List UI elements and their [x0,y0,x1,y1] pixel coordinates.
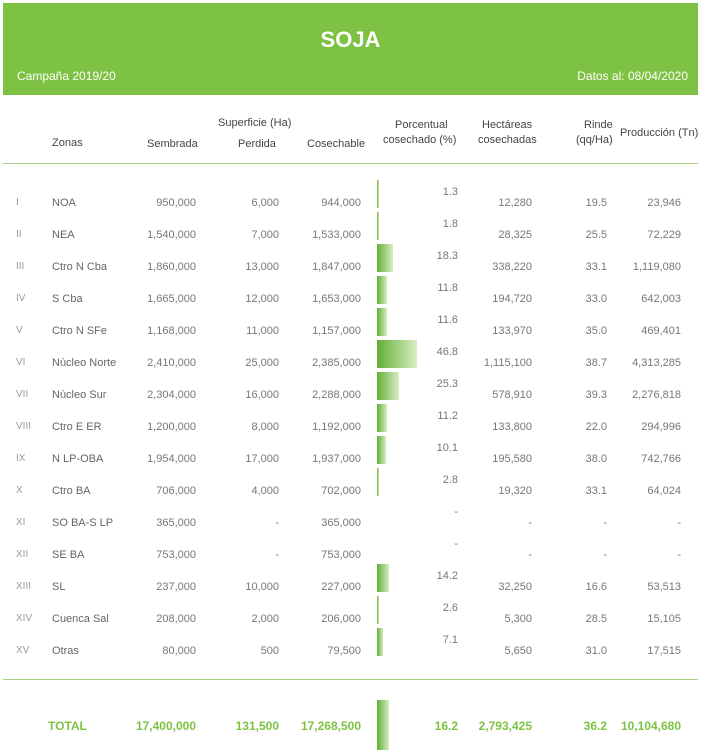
row-produccion: 642,003 [641,293,681,305]
row-hectareas: 133,970 [492,325,532,337]
table-row [0,434,717,466]
row-hectareas: 338,220 [492,261,532,273]
row-rinde: 35.0 [585,325,607,337]
total-row [0,700,717,750]
table-row [0,626,717,658]
row-perdida: - [275,517,279,529]
col-rinde-1: Rinde [584,119,613,131]
table-row [0,306,717,338]
row-sembrada: 208,000 [156,613,196,625]
row-pct-bar [377,340,417,368]
col-cosechable: Cosechable [307,138,366,150]
row-produccion: 64,024 [647,485,681,497]
row-rinde: - [603,517,607,529]
row-hectareas: 133,800 [492,421,532,433]
row-sembrada: 80,000 [162,645,196,657]
row-sembrada: 1,540,000 [147,229,196,241]
row-zona: S Cba [52,293,83,305]
row-zona: Ctro E ER [52,421,102,433]
row-produccion: 294,996 [641,421,681,433]
row-zona: Cuenca Sal [52,613,109,625]
row-zona: N LP-OBA [52,453,104,465]
row-pct-bar [377,180,379,208]
row-perdida: - [275,549,279,561]
row-pct: 25.3 [436,378,458,390]
table-row [0,274,717,306]
row-pct-bar [377,436,386,464]
row-hectareas: 28,325 [498,229,532,241]
row-sembrada: 2,304,000 [147,389,196,401]
row-rinde: 31.0 [585,645,607,657]
row-roman: VIII [16,421,32,432]
row-roman: III [16,261,25,272]
row-roman: VII [16,389,29,400]
col-produccion: Producción (Tn) [620,127,699,139]
row-zona: Otras [52,645,79,657]
row-pct: 11.2 [437,410,458,422]
row-zona: SO BA-S LP [52,517,114,529]
col-porcentual-2: cosechado (%) [383,134,457,146]
table-row [0,338,717,370]
row-roman: I [16,197,19,208]
row-pct-bar [377,596,379,624]
row-rinde: 16.6 [585,581,607,593]
row-pct: - [454,506,458,518]
row-roman: II [16,229,22,240]
row-pct: 11.8 [437,282,458,294]
row-pct: 18.3 [436,250,458,262]
row-cosechable: 1,533,000 [312,229,361,241]
row-pct-bar [377,628,383,656]
row-rinde: 25.5 [585,229,607,241]
row-pct: 14.2 [436,570,458,582]
row-cosechable: 79,500 [327,645,361,657]
header-divider [3,163,698,164]
row-produccion: 4,313,285 [632,357,681,369]
col-zonas: Zonas [52,137,83,149]
row-pct-bar [377,308,387,336]
table-row [0,466,717,498]
row-sembrada: 1,168,000 [147,325,196,337]
row-sembrada: 1,665,000 [147,293,196,305]
table-row [0,370,717,402]
row-zona: NEA [52,229,75,241]
row-rinde: 28.5 [585,613,607,625]
row-roman: V [16,325,23,336]
row-perdida: 11,000 [246,325,279,337]
row-pct: 10.1 [436,442,458,454]
total-rinde: 36.2 [583,719,607,733]
row-pct: 2.8 [442,474,458,486]
total-label: TOTAL [48,719,87,733]
row-pct-bar [377,468,379,496]
row-pct-bar [377,244,393,272]
row-sembrada: 237,000 [156,581,196,593]
row-cosechable: 365,000 [321,517,361,529]
row-pct-bar [377,564,389,592]
row-cosechable: 1,157,000 [312,325,361,337]
col-superficie: Superficie (Ha) [218,117,292,129]
row-sembrada: 1,954,000 [147,453,196,465]
row-roman: IV [16,293,26,304]
row-perdida: 13,000 [245,261,279,273]
row-zona: SE BA [52,549,85,561]
report-title: SOJA [320,27,381,52]
row-pct: 1.3 [442,186,458,198]
row-sembrada: 2,410,000 [147,357,196,369]
row-roman: X [16,485,23,496]
row-rinde: 33.1 [585,485,607,497]
row-hectareas: 194,720 [492,293,532,305]
total-pct: 16.2 [434,719,458,733]
row-zona: Ctro BA [52,485,91,497]
row-sembrada: 753,000 [156,549,196,561]
row-cosechable: 944,000 [321,197,361,209]
table-row [0,498,717,530]
col-sembrada: Sembrada [147,138,198,150]
row-cosechable: 227,000 [321,581,361,593]
row-rinde: 38.7 [585,357,607,369]
data-date-label: Datos al: 08/04/2020 [577,69,688,83]
table-row [0,178,717,210]
row-produccion: 15,105 [647,613,681,625]
row-pct: 1.8 [442,218,458,230]
row-roman: VI [16,357,26,368]
row-hectareas: 32,250 [498,581,532,593]
row-zona: Núcleo Norte [52,357,117,369]
row-roman: XIII [16,581,32,592]
total-produccion: 10,104,680 [620,719,681,733]
row-produccion: 469,401 [641,325,681,337]
row-perdida: 7,000 [251,229,279,241]
total-pct-bar [377,700,389,750]
col-hectareas-2: cosechadas [478,134,537,146]
row-perdida: 12,000 [245,293,279,305]
total-perdida: 131,500 [235,719,279,733]
report-header [3,3,698,95]
table-row [0,210,717,242]
row-perdida: 8,000 [251,421,279,433]
row-sembrada: 1,200,000 [147,421,196,433]
row-cosechable: 2,288,000 [312,389,361,401]
row-produccion: 23,946 [647,197,681,209]
row-perdida: 2,000 [251,613,279,625]
row-sembrada: 1,860,000 [147,261,196,273]
row-pct: - [454,538,458,550]
row-rinde: - [603,549,607,561]
row-cosechable: 2,385,000 [312,357,361,369]
row-produccion: 1,119,080 [632,261,681,273]
row-roman: IX [16,453,26,464]
row-zona: SL [52,581,66,593]
total-sembrada: 17,400,000 [135,719,196,733]
row-perdida: 17,000 [245,453,279,465]
row-pct: 46.8 [436,346,458,358]
row-rinde: 39.3 [585,389,607,401]
col-hectareas-1: Hectáreas [482,119,533,131]
row-perdida: 4,000 [251,485,279,497]
row-hectareas: 5,300 [504,613,532,625]
row-roman: XI [16,517,26,528]
row-sembrada: 365,000 [156,517,196,529]
row-roman: XIV [16,613,33,624]
row-cosechable: 702,000 [321,485,361,497]
row-pct-bar [377,404,387,432]
col-porcentual-1: Porcentual [395,119,448,131]
row-cosechable: 206,000 [321,613,361,625]
row-rinde: 22.0 [585,421,607,433]
row-perdida: 16,000 [245,389,279,401]
row-rinde: 33.0 [585,293,607,305]
row-cosechable: 1,847,000 [312,261,361,273]
table-row [0,562,717,594]
table-row [0,594,717,626]
row-produccion: 53,513 [647,581,681,593]
table-row [0,530,717,562]
row-perdida: 500 [260,645,279,657]
row-zona: NOA [52,197,76,209]
row-perdida: 6,000 [251,197,279,209]
row-sembrada: 706,000 [156,485,196,497]
row-pct: 7.1 [442,634,458,646]
campaign-label: Campaña 2019/20 [17,69,116,83]
row-pct-bar [377,212,379,240]
row-hectareas: 578,910 [492,389,532,401]
row-hectareas: - [528,549,532,561]
row-roman: XV [16,645,30,656]
table-row [0,242,717,274]
row-produccion: 17,515 [647,645,681,657]
row-hectareas: - [528,517,532,529]
row-pct-bar [377,372,399,400]
row-hectareas: 195,580 [492,453,532,465]
row-rinde: 33.1 [585,261,607,273]
row-hectareas: 12,280 [498,197,532,209]
data-table-body [0,178,717,658]
row-zona: Núcleo Sur [52,389,107,401]
row-produccion: - [677,549,681,561]
row-produccion: 742,766 [641,453,681,465]
row-perdida: 25,000 [245,357,279,369]
row-produccion: - [677,517,681,529]
total-hectareas: 2,793,425 [478,719,532,733]
total-divider [3,679,698,680]
row-roman: XII [16,549,29,560]
row-zona: Ctro N Cba [52,261,108,273]
row-pct-bar [377,276,387,304]
table-row [0,402,717,434]
row-cosechable: 1,653,000 [312,293,361,305]
col-rinde-2: (qq/Ha) [576,134,613,146]
row-cosechable: 753,000 [321,549,361,561]
row-sembrada: 950,000 [156,197,196,209]
total-cosechable: 17,268,500 [300,719,361,733]
row-cosechable: 1,192,000 [312,421,361,433]
row-hectareas: 5,650 [504,645,532,657]
col-perdida: Perdida [238,138,276,150]
row-pct: 11.6 [437,314,458,326]
row-produccion: 72,229 [647,229,681,241]
row-zona: Ctro N SFe [52,325,108,337]
row-cosechable: 1,937,000 [312,453,361,465]
row-rinde: 38.0 [585,453,607,465]
row-produccion: 2,276,818 [632,389,681,401]
row-perdida: 10,000 [245,581,279,593]
row-hectareas: 19,320 [498,485,532,497]
row-pct: 2.6 [442,602,458,614]
row-rinde: 19.5 [585,197,607,209]
row-hectareas: 1,115,100 [483,357,532,369]
